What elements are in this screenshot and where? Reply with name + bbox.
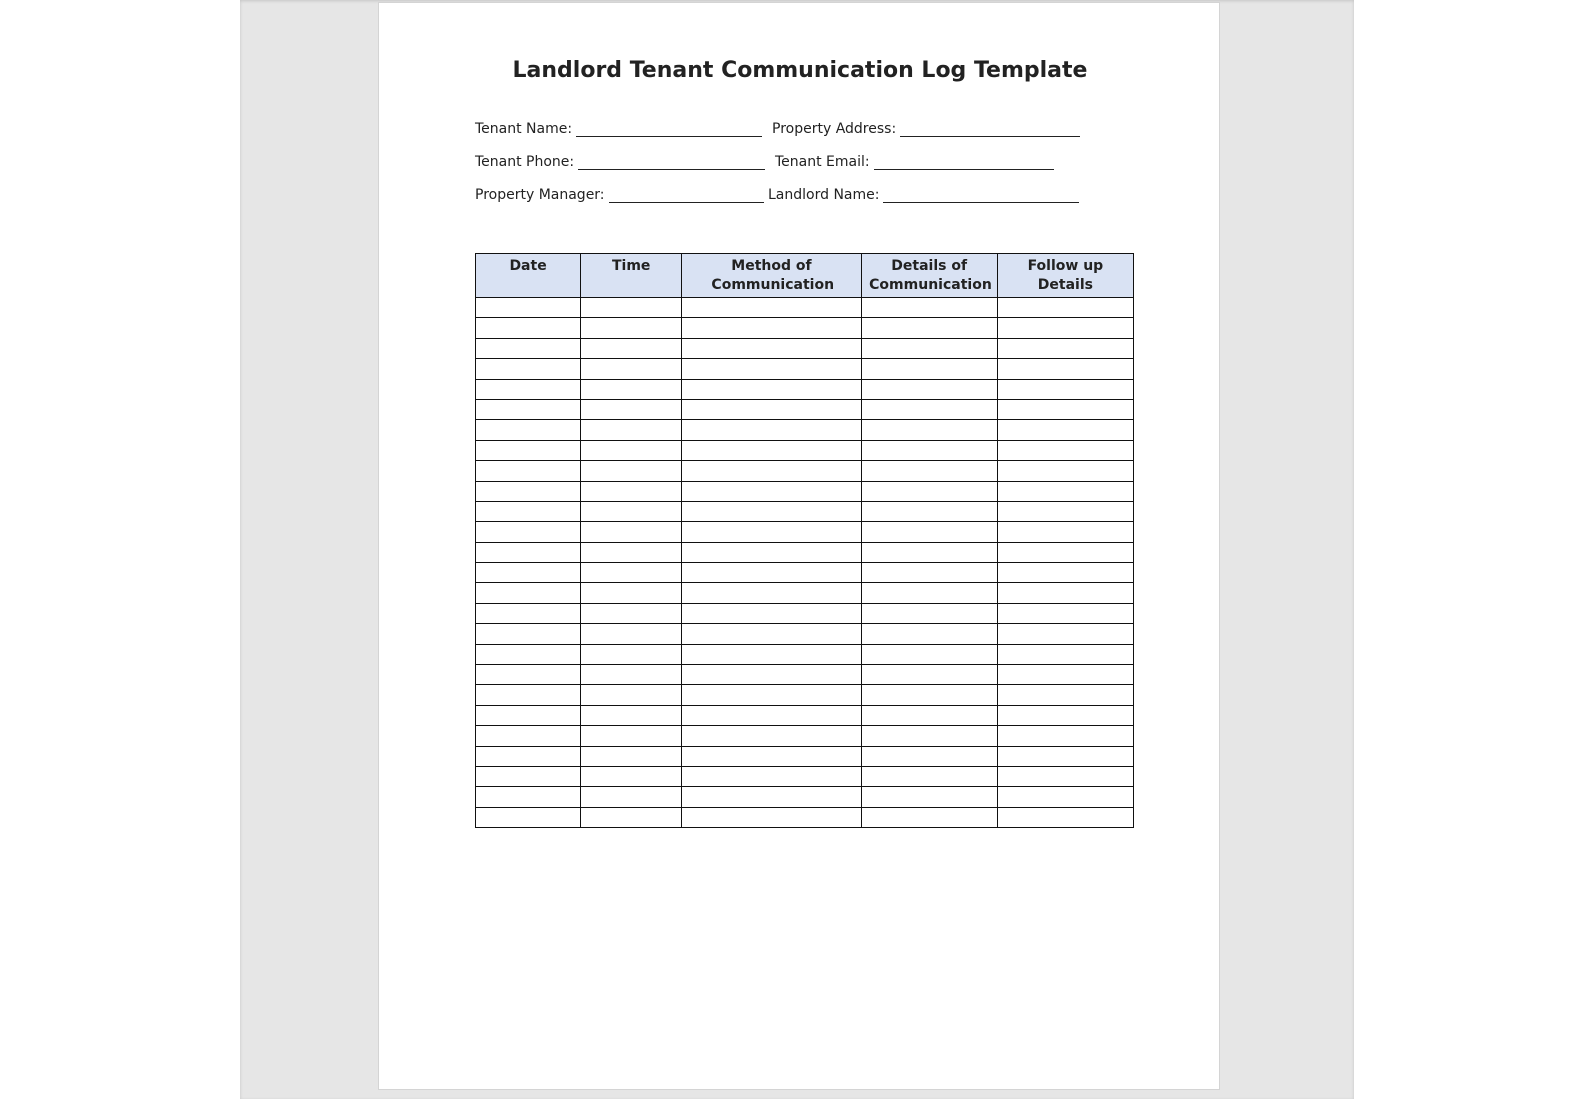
table-body bbox=[476, 298, 1134, 828]
table-cell[interactable] bbox=[581, 399, 682, 419]
table-cell[interactable] bbox=[861, 787, 997, 807]
table-cell[interactable] bbox=[476, 766, 581, 786]
table-cell[interactable] bbox=[861, 379, 997, 399]
table-cell[interactable] bbox=[682, 583, 861, 603]
table-row bbox=[476, 726, 1134, 746]
table-cell[interactable] bbox=[997, 318, 1133, 338]
table-cell[interactable] bbox=[581, 501, 682, 521]
table-cell[interactable] bbox=[682, 746, 861, 766]
table-cell[interactable] bbox=[861, 481, 997, 501]
table-cell[interactable] bbox=[997, 563, 1133, 583]
table-row bbox=[476, 379, 1134, 399]
table-row bbox=[476, 338, 1134, 358]
table-cell[interactable] bbox=[476, 624, 581, 644]
table-cell[interactable] bbox=[581, 746, 682, 766]
table-cell[interactable] bbox=[997, 522, 1133, 542]
landlord-name-field[interactable] bbox=[768, 187, 1079, 203]
table-cell[interactable] bbox=[997, 461, 1133, 481]
table-cell[interactable] bbox=[682, 501, 861, 521]
table-row bbox=[476, 665, 1134, 685]
document-page bbox=[378, 2, 1220, 1090]
table-cell[interactable] bbox=[581, 705, 682, 725]
table-cell[interactable] bbox=[581, 522, 682, 542]
column-header-follow-up: Follow up Details bbox=[997, 254, 1133, 298]
table-row bbox=[476, 359, 1134, 379]
table-row bbox=[476, 603, 1134, 623]
table-cell[interactable] bbox=[476, 542, 581, 562]
table-cell[interactable] bbox=[682, 685, 861, 705]
table-cell[interactable] bbox=[997, 338, 1133, 358]
table-cell[interactable] bbox=[581, 583, 682, 603]
table-row bbox=[476, 522, 1134, 542]
table-cell[interactable] bbox=[997, 440, 1133, 460]
table-cell[interactable] bbox=[997, 481, 1133, 501]
table-row bbox=[476, 399, 1134, 419]
table-cell[interactable] bbox=[997, 726, 1133, 746]
table-cell[interactable] bbox=[861, 624, 997, 644]
table-cell[interactable] bbox=[682, 338, 861, 358]
table-cell[interactable] bbox=[861, 705, 997, 725]
table-cell[interactable] bbox=[997, 644, 1133, 664]
table-row bbox=[476, 583, 1134, 603]
table-cell[interactable] bbox=[997, 665, 1133, 685]
table-cell[interactable] bbox=[997, 501, 1133, 521]
communication-log-table bbox=[475, 253, 1134, 828]
table-cell[interactable] bbox=[476, 726, 581, 746]
table-cell[interactable] bbox=[682, 420, 861, 440]
table-cell[interactable] bbox=[476, 420, 581, 440]
column-header-details bbox=[861, 254, 997, 298]
tenant-phone-field[interactable] bbox=[475, 154, 765, 170]
table-row bbox=[476, 440, 1134, 460]
table-cell[interactable] bbox=[476, 685, 581, 705]
table-cell[interactable] bbox=[476, 298, 581, 318]
table-cell[interactable] bbox=[997, 542, 1133, 562]
table-row bbox=[476, 705, 1134, 725]
table-cell[interactable] bbox=[581, 807, 682, 827]
table-cell[interactable] bbox=[476, 501, 581, 521]
table-cell[interactable] bbox=[997, 807, 1133, 827]
table-cell[interactable] bbox=[476, 603, 581, 623]
table-cell[interactable] bbox=[476, 359, 581, 379]
table-cell[interactable] bbox=[861, 420, 997, 440]
table-row bbox=[476, 420, 1134, 440]
table-cell[interactable] bbox=[476, 665, 581, 685]
table-cell[interactable] bbox=[682, 359, 861, 379]
table-cell[interactable] bbox=[997, 603, 1133, 623]
table-cell[interactable] bbox=[581, 766, 682, 786]
tenant-email-label: Tenant Email: bbox=[775, 154, 870, 170]
table-cell[interactable] bbox=[476, 807, 581, 827]
table-cell[interactable] bbox=[581, 298, 682, 318]
table-cell[interactable] bbox=[861, 318, 997, 338]
table-cell[interactable] bbox=[476, 481, 581, 501]
table-cell[interactable] bbox=[476, 746, 581, 766]
table-cell[interactable] bbox=[476, 563, 581, 583]
table-row bbox=[476, 481, 1134, 501]
table-cell[interactable] bbox=[997, 298, 1133, 318]
table-cell[interactable] bbox=[682, 481, 861, 501]
table-cell[interactable] bbox=[476, 583, 581, 603]
table-header-row bbox=[476, 254, 1134, 298]
table-cell[interactable] bbox=[476, 399, 581, 419]
table-cell[interactable] bbox=[997, 359, 1133, 379]
table-row bbox=[476, 461, 1134, 481]
table-cell[interactable] bbox=[682, 379, 861, 399]
tenant-phone-label: Tenant Phone: bbox=[475, 154, 575, 170]
table-cell[interactable] bbox=[682, 440, 861, 460]
column-header-method-text: Method of Communication bbox=[711, 258, 835, 293]
table-cell[interactable] bbox=[476, 318, 581, 338]
table-cell[interactable] bbox=[682, 726, 861, 746]
table-cell[interactable] bbox=[682, 644, 861, 664]
table-cell[interactable] bbox=[476, 522, 581, 542]
tenant-phone-blank[interactable] bbox=[578, 157, 765, 170]
column-header-date: Date bbox=[476, 254, 581, 298]
table-cell[interactable] bbox=[861, 440, 997, 460]
property-manager-blank[interactable] bbox=[609, 190, 764, 203]
table-cell[interactable] bbox=[581, 603, 682, 623]
table-cell[interactable] bbox=[861, 583, 997, 603]
table-row bbox=[476, 685, 1134, 705]
tenant-email-blank[interactable] bbox=[874, 157, 1054, 170]
table-cell[interactable] bbox=[997, 399, 1133, 419]
table-cell[interactable] bbox=[581, 542, 682, 562]
table-cell[interactable] bbox=[997, 624, 1133, 644]
table-cell[interactable] bbox=[682, 318, 861, 338]
table-cell[interactable] bbox=[581, 318, 682, 338]
landlord-name-blank[interactable] bbox=[883, 190, 1079, 203]
table-row bbox=[476, 807, 1134, 827]
table-cell[interactable] bbox=[581, 379, 682, 399]
table-row bbox=[476, 746, 1134, 766]
table-cell[interactable] bbox=[476, 440, 581, 460]
table-cell[interactable] bbox=[682, 461, 861, 481]
table-cell[interactable] bbox=[861, 298, 997, 318]
table-cell[interactable] bbox=[682, 807, 861, 827]
tenant-name-field[interactable] bbox=[475, 121, 762, 137]
table-cell[interactable] bbox=[682, 705, 861, 725]
table-cell[interactable] bbox=[581, 624, 682, 644]
table-cell[interactable] bbox=[861, 522, 997, 542]
table-cell[interactable] bbox=[682, 665, 861, 685]
table-cell[interactable] bbox=[861, 644, 997, 664]
property-address-label: Property Address: bbox=[772, 121, 897, 137]
table-row bbox=[476, 563, 1134, 583]
table-cell[interactable] bbox=[861, 603, 997, 623]
table-cell[interactable] bbox=[861, 338, 997, 358]
column-header-time: Time bbox=[581, 254, 682, 298]
table-cell[interactable] bbox=[682, 624, 861, 644]
table-cell[interactable] bbox=[861, 399, 997, 419]
table-cell[interactable] bbox=[581, 787, 682, 807]
column-header-details-text: Details of Communication bbox=[869, 258, 992, 293]
table-cell[interactable] bbox=[682, 563, 861, 583]
table-cell[interactable] bbox=[581, 563, 682, 583]
table-cell[interactable] bbox=[861, 766, 997, 786]
table-cell[interactable] bbox=[581, 685, 682, 705]
property-address-blank[interactable] bbox=[900, 124, 1080, 137]
table-cell[interactable] bbox=[861, 563, 997, 583]
tenant-name-blank[interactable] bbox=[576, 124, 762, 137]
table-cell[interactable] bbox=[581, 359, 682, 379]
table-row bbox=[476, 501, 1134, 521]
tenant-name-label: Tenant Name: bbox=[475, 121, 573, 137]
landlord-name-label: Landlord Name: bbox=[768, 187, 880, 203]
table-cell[interactable] bbox=[997, 766, 1133, 786]
table-cell[interactable] bbox=[997, 420, 1133, 440]
table-cell[interactable] bbox=[581, 461, 682, 481]
table-cell[interactable] bbox=[997, 705, 1133, 725]
table-cell[interactable] bbox=[682, 603, 861, 623]
table-cell[interactable] bbox=[682, 766, 861, 786]
table-cell[interactable] bbox=[581, 726, 682, 746]
table-row bbox=[476, 787, 1134, 807]
table-cell[interactable] bbox=[581, 644, 682, 664]
table-row bbox=[476, 766, 1134, 786]
table-cell[interactable] bbox=[682, 399, 861, 419]
table-cell[interactable] bbox=[581, 420, 682, 440]
table-cell[interactable] bbox=[476, 787, 581, 807]
table-cell[interactable] bbox=[997, 746, 1133, 766]
table-cell[interactable] bbox=[581, 440, 682, 460]
table-cell[interactable] bbox=[997, 685, 1133, 705]
property-address-field[interactable] bbox=[772, 121, 1080, 137]
table-cell[interactable] bbox=[581, 481, 682, 501]
table-cell[interactable] bbox=[476, 379, 581, 399]
table-row bbox=[476, 542, 1134, 562]
property-manager-field[interactable] bbox=[475, 187, 764, 203]
table-cell[interactable] bbox=[581, 665, 682, 685]
table-row bbox=[476, 318, 1134, 338]
table-cell[interactable] bbox=[861, 501, 997, 521]
table-cell[interactable] bbox=[682, 542, 861, 562]
document-title: Landlord Tenant Communication Log Template bbox=[512, 58, 1088, 83]
table-cell[interactable] bbox=[682, 522, 861, 542]
table-cell[interactable] bbox=[861, 665, 997, 685]
table-row bbox=[476, 624, 1134, 644]
property-manager-label: Property Manager: bbox=[475, 187, 605, 203]
table-cell[interactable] bbox=[861, 359, 997, 379]
table-row bbox=[476, 298, 1134, 318]
table-cell[interactable] bbox=[682, 298, 861, 318]
table-cell[interactable] bbox=[476, 644, 581, 664]
table-cell[interactable] bbox=[997, 379, 1133, 399]
table-cell[interactable] bbox=[476, 338, 581, 358]
table-cell[interactable] bbox=[682, 787, 861, 807]
table-cell[interactable] bbox=[861, 685, 997, 705]
table-cell[interactable] bbox=[581, 338, 682, 358]
tenant-email-field[interactable] bbox=[775, 154, 1054, 170]
table-cell[interactable] bbox=[997, 787, 1133, 807]
table-cell[interactable] bbox=[861, 807, 997, 827]
column-header-method bbox=[682, 254, 861, 298]
table-cell[interactable] bbox=[861, 726, 997, 746]
table-cell[interactable] bbox=[861, 746, 997, 766]
table-cell[interactable] bbox=[861, 542, 997, 562]
table-cell[interactable] bbox=[997, 583, 1133, 603]
table-cell[interactable] bbox=[476, 461, 581, 481]
table-row bbox=[476, 644, 1134, 664]
table-cell[interactable] bbox=[476, 705, 581, 725]
table-cell[interactable] bbox=[861, 461, 997, 481]
